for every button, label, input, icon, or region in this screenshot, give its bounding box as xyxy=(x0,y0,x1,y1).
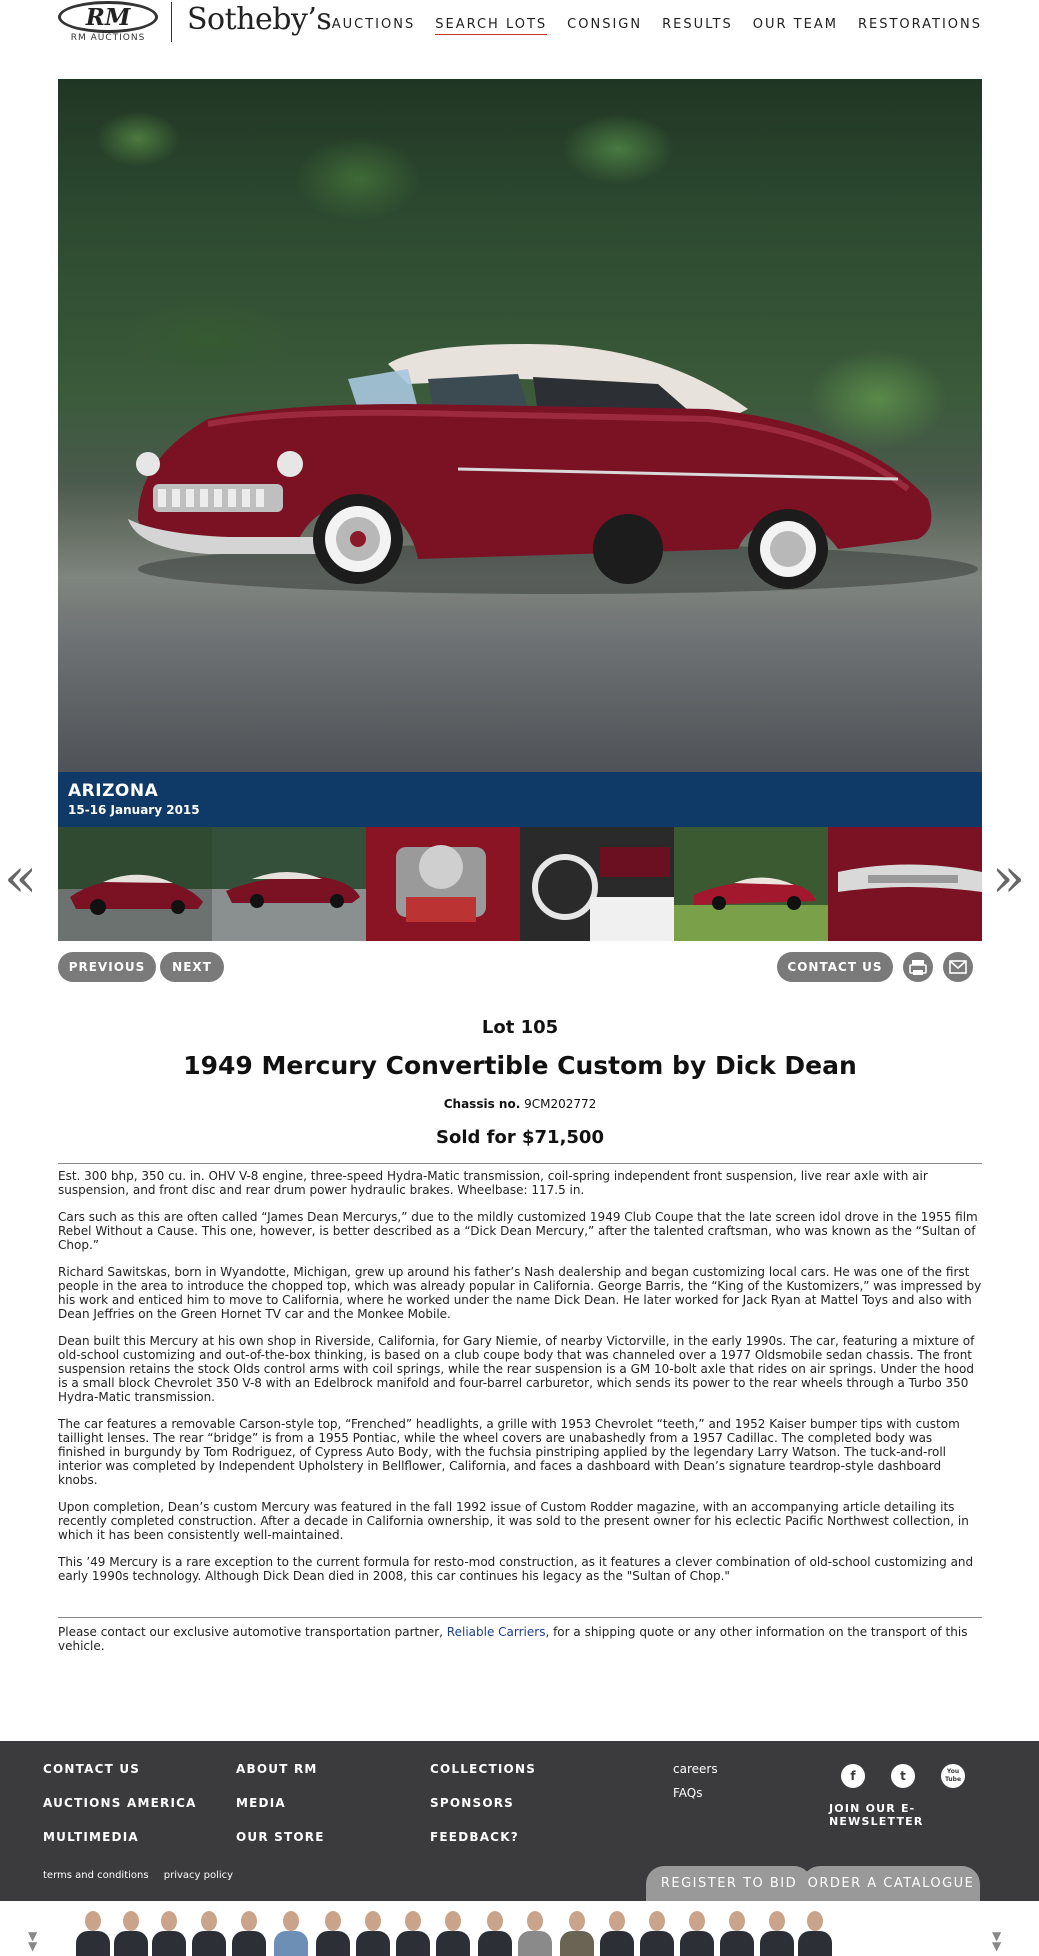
thumbnail-4-interior[interactable] xyxy=(520,827,674,941)
scroll-down-right-icon[interactable]: ▼ ▼ xyxy=(992,1929,1002,1953)
youtube-icon[interactable]: You Tube xyxy=(941,1764,965,1788)
description-paragraph: Upon completion, Dean’s custom Mercury was featured in the fall 1992 issue of Custom Rodder magazine, with an accompanying article detailing its recently completed construction. After a decade in California ownership, it was sold to the present owner for his eclectic Pacific Northwest collection, in which it has been consistently well-maintained. xyxy=(58,1500,969,1542)
auction-label xyxy=(58,772,982,827)
shipping-text-after: , for a shipping quote or any other information on the transport of this vehicle. xyxy=(58,1625,968,1653)
thumbnail-1[interactable] xyxy=(58,827,212,941)
footer-feedback[interactable]: FEEDBACK? xyxy=(430,1830,519,1844)
description-paragraph: Richard Sawitskas, born in Wyandotte, Michigan, grew up around his father’s Nash dealership and began customizing local cars. He was one of the first people in the area to introduce the chopped top, which was already popular in California. George Barris, the “King of the Kustomizers,” was impressed by his work and enticed him to move to California, where he worked under the name Dick Dean. He later worked for Jack Ryan at Mattel Toys and also with Dean Jeffries on the Green Hornet TV car and the Monkee Mobile. xyxy=(58,1265,982,1321)
team-member-photo xyxy=(600,1911,634,1956)
hero-image[interactable] xyxy=(58,79,982,772)
email-icon[interactable] xyxy=(943,952,973,982)
footer-auctions-america[interactable]: AUCTIONS AMERICA xyxy=(43,1796,197,1810)
team-member-photo xyxy=(192,1911,226,1956)
auction-city: ARIZONA xyxy=(68,781,159,801)
team-member-photo xyxy=(760,1911,794,1956)
lot-title: 1949 Mercury Convertible Custom by Dick Dean xyxy=(183,1051,857,1080)
thumbnail-2[interactable] xyxy=(212,827,366,941)
reliable-carriers-link[interactable]: Reliable Carriers xyxy=(446,1625,546,1639)
lot-number: Lot 105 xyxy=(481,1017,559,1038)
team-member-photo xyxy=(152,1911,186,1956)
shipping-text-before: Please contact our exclusive automotive transportation partner, xyxy=(58,1625,447,1639)
thumbnail-3-engine[interactable] xyxy=(366,827,520,941)
description-paragraph: Cars such as this are often called “James Dean Mercurys,” due to the mildly customized 1949 Club Coupe that the late screen idol drove in the 1955 film Rebel Without a Cause. This one, however, is better described as a “Dick Dean Mercury,” after the talented craftsman, who was known as the “Sultan of Chop.” xyxy=(58,1210,978,1252)
team-member-photo xyxy=(680,1911,714,1956)
contact-us-button[interactable]: CONTACT US xyxy=(777,952,893,982)
nav-restorations[interactable]: RESTORATIONS xyxy=(857,17,982,32)
site-header xyxy=(0,0,1039,50)
print-icon[interactable] xyxy=(903,952,933,982)
twitter-icon[interactable]: t xyxy=(891,1764,915,1788)
chassis-value: 9CM202772 xyxy=(524,1097,597,1111)
team-member-photo xyxy=(478,1911,512,1956)
thumbnail-5[interactable] xyxy=(674,827,828,941)
description-paragraph: The car features a removable Carson-style top, “Frenched” headlights, a grille with 1953 Chevrolet “teeth,” and 1952 Kaiser bumper tips with custom taillight lenses. The rear “bridge” is from a 1955 Pontiac, while the wheel covers are unabashedly from a 1957 Cadillac. The completed body was finished in burgundy by Tom Rodriguez, of Cypress Auto Body, with the fuchsia pinstriping applied by the legendary Larry Watson. The tuck-and-roll interior was completed by Independent Upholstery in Bellflower, California, and faces a dashboard with Dean’s signature teardrop-style dashboard knobs. xyxy=(58,1417,960,1487)
newsletter-signup[interactable]: JOIN OUR E-NEWSLETTER xyxy=(829,1802,924,1828)
nav-our-team[interactable]: OUR TEAM xyxy=(752,17,838,32)
register-to-bid-button[interactable]: REGISTER TO BID xyxy=(646,1866,812,1902)
team-member-photo xyxy=(356,1911,390,1956)
lot-description xyxy=(58,1169,982,1596)
description-paragraph: Est. 300 bhp, 350 cu. in. OHV V-8 engine, three-speed Hydra-Matic transmission, coil-spring independent front suspension, live rear axle with air suspension, and front disc and rear drum power hydraulic brakes. Wheelbase: 117.5 in. xyxy=(58,1169,928,1197)
main-nav xyxy=(312,16,982,35)
team-member-photo xyxy=(274,1911,308,1956)
footer-faqs[interactable]: FAQs xyxy=(673,1786,703,1800)
description-paragraph: This ’49 Mercury is a rare exception to the current formula for resto-mod construction, as it features a clever combination of old-school customizing and early 1990s technology. Although Dick Dean died in 2008, this car continues his legacy as the "Sultan of Chop." xyxy=(58,1555,974,1583)
divider-top xyxy=(58,1163,982,1164)
footer-our-store[interactable]: OUR STORE xyxy=(236,1830,325,1844)
footer-about-rm[interactable]: ABOUT RM xyxy=(236,1762,318,1776)
thumbnail-strip xyxy=(58,827,982,941)
team-photo-strip xyxy=(0,1901,1039,1956)
privacy-link[interactable]: privacy policy xyxy=(163,1870,234,1881)
team-member-photo xyxy=(114,1911,148,1956)
rm-auctions-label: RM AUCTIONS xyxy=(70,33,146,43)
footer-collections[interactable]: COLLECTIONS xyxy=(430,1762,537,1776)
team-member-photo xyxy=(76,1911,110,1956)
team-member-photo xyxy=(232,1911,266,1956)
team-member-photo xyxy=(560,1911,594,1956)
terms-link[interactable]: terms and conditions xyxy=(43,1870,149,1881)
sothebys-logo[interactable]: Sotheby’s xyxy=(187,2,332,37)
carousel-prev-arrow[interactable]: « xyxy=(4,846,38,909)
team-member-photo xyxy=(436,1911,470,1956)
team-member-photo xyxy=(396,1911,430,1956)
sold-price: Sold for $71,500 xyxy=(436,1127,604,1148)
nav-search-lots[interactable]: SEARCH LOTS xyxy=(435,16,547,35)
car-illustration xyxy=(58,79,982,772)
team-member-photo xyxy=(316,1911,350,1956)
shipping-note xyxy=(58,1625,982,1653)
footer-careers[interactable]: careers xyxy=(673,1762,718,1776)
facebook-icon[interactable]: f xyxy=(841,1764,865,1788)
description-paragraph: Dean built this Mercury at his own shop in Riverside, California, for Gary Niemie, of nearby Victorville, in the early 1990s. The car, featuring a mixture of old-school customizing and out-of-the-box thinking, is based on a club coupe body that was channeled over a 1977 Oldsmobile sedan chassis. The front suspension retains the stock Olds control arms with coil springs, while the rear suspension is a GM 10-bolt axle that rides on air springs. Under the hood is a small block Chevrolet 350 V-8 with an Edelbrock manifold and four-barrel carburetor, which sends its power to the rear wheels through a Turbo 350 Hydra-Matic transmission. xyxy=(58,1334,975,1404)
next-button[interactable]: NEXT xyxy=(160,952,224,982)
nav-results[interactable]: RESULTS xyxy=(662,17,733,32)
scroll-down-left-icon[interactable]: ▼ ▼ xyxy=(28,1929,38,1953)
nav-consign[interactable]: CONSIGN xyxy=(567,17,643,32)
footer-sponsors[interactable]: SPONSORS xyxy=(430,1796,515,1810)
team-member-photo xyxy=(720,1911,754,1956)
footer-contact-us[interactable]: CONTACT US xyxy=(43,1762,141,1776)
team-member-photo xyxy=(518,1911,552,1956)
order-catalogue-button[interactable]: ORDER A CATALOGUE xyxy=(802,1866,980,1902)
auction-date: 15-16 January 2015 xyxy=(68,803,200,817)
divider-bottom xyxy=(58,1617,982,1618)
footer-multimedia[interactable]: MULTIMEDIA xyxy=(43,1830,139,1844)
thumbnail-6-badge[interactable] xyxy=(828,827,982,941)
carousel-next-arrow[interactable]: » xyxy=(992,846,1026,909)
team-member-photo xyxy=(798,1911,832,1956)
rm-logo[interactable]: RM xyxy=(58,1,158,33)
logo-divider xyxy=(171,2,172,42)
chassis-info xyxy=(58,1097,982,1111)
legal-links xyxy=(43,1870,245,1881)
footer-media[interactable]: MEDIA xyxy=(236,1796,286,1810)
nav-auctions[interactable]: AUCTIONS xyxy=(331,17,416,32)
team-member-photo xyxy=(640,1911,674,1956)
chassis-label: Chassis no. xyxy=(443,1097,521,1111)
previous-button[interactable]: PREVIOUS xyxy=(58,952,156,982)
